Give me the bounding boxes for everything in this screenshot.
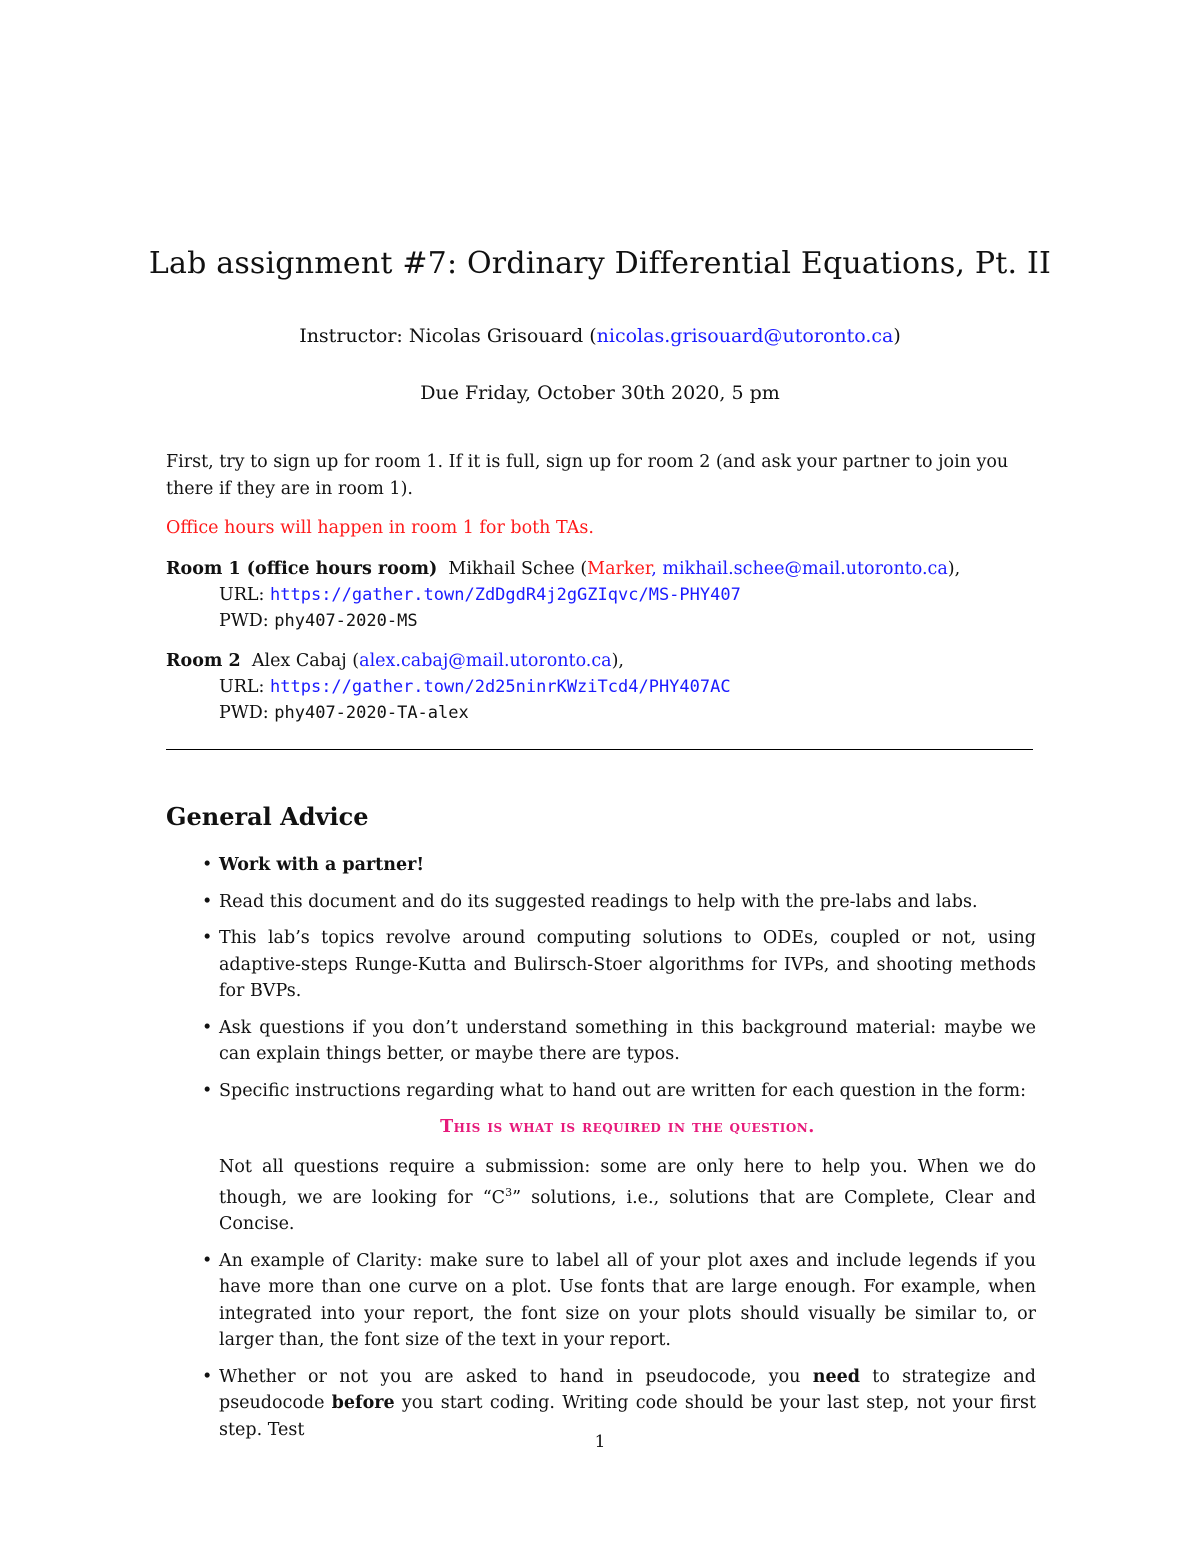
room-1-block [166,556,1036,634]
bullet-icon: • [202,928,213,948]
list-item [166,1078,1036,1238]
room-2-close: ), [611,651,624,671]
advice-4: Ask questions if you don’t understand something in this background material: maybe we can explain things better, or maybe there are typos. [219,1017,1036,1064]
advice-list [166,852,1036,1453]
list-item [166,889,1036,916]
room-2-block [166,648,1036,726]
bullet-icon: • [202,855,213,875]
bullet-icon: • [202,1080,213,1101]
room-2-pwd-label: PWD: [219,703,275,723]
room-1-url-label: URL: [219,585,271,605]
room-2-url-link[interactable]: https://gather.town/2d25ninrKWziTcd4/PHY407AC [270,677,731,697]
room-2-pwd: phy407-2020-TA-alex [274,703,469,723]
instructor-line [0,325,1200,347]
advice-3: This lab’s topics revolve around computing solutions to ODEs, coupled or not, using adaptive-steps Runge-Kutta and Bulirsch-Stoer algorithms for IVPs, and shooting methods for BVPs. [219,928,1036,1001]
room-1-url-line [166,582,1036,608]
bullet-icon: • [202,891,213,912]
superscript-3: 3 [505,1186,513,1199]
advice-5: Specific instructions regarding what to hand out are written for each question in the form: [219,1080,1026,1101]
room-2-url-line [166,674,1036,700]
list-item [166,1015,1036,1068]
room-1-url-link[interactable]: https://gather.town/ZdDgdR4j2gGZIqvc/MS-PHY407 [270,585,741,605]
room-1-pwd-label: PWD: [219,611,275,631]
required-example: This is what is required in the question. [440,1117,815,1137]
bullet-icon: • [202,1366,213,1387]
room-1-label: Room 1 (office hours room) [166,559,438,579]
advice-5-cont-a: Not all questions require a submission: some are only here to help you. When we do though, we are looking for “C [219,1156,1036,1208]
intro-paragraph: First, try to sign up for room 1. If it is full, sign up for room 2 (and ask your partner to join you there if they are in room 1). [166,452,1009,499]
room-2-label: Room 2 [166,651,241,671]
room-1-pwd-line [166,608,1036,634]
instructor-prefix: Instructor: Nicolas Grisouard ( [299,325,597,347]
room-2-pwd-line [166,700,1036,726]
advice-7a: Whether or not you are asked to hand in pseudocode, you [219,1366,813,1387]
advice-7-before: before [331,1393,395,1414]
room-2-url-label: URL: [219,677,271,697]
bullet-icon: • [202,1017,213,1038]
room-1-sep: , [651,559,663,579]
bullet-icon: • [202,1250,213,1271]
advice-5-cont-b: ” solutions, i.e., solutions that are Complete, Clear and Concise. [219,1187,1036,1235]
room-1-person: Mikhail Schee ( [448,559,588,579]
room-1-email-link[interactable]: mikhail.schee@mail.utoronto.ca [662,559,948,579]
instructor-suffix: ) [893,325,901,347]
instructor-email-link[interactable]: nicolas.grisouard@utoronto.ca [596,325,894,347]
room-2-email-link[interactable]: alex.cabaj@mail.utoronto.ca [359,651,612,671]
room-1-close: ), [947,559,961,579]
room-1-pwd: phy407-2020-MS [274,611,418,631]
page-number: 1 [594,1432,606,1452]
room-1-role: Marker [587,559,652,579]
section-heading: General Advice [166,802,369,831]
due-date: Due Friday, October 30th 2020, 5 pm [420,382,780,404]
room-2-person: Alex Cabaj ( [251,651,360,671]
advice-7-need: need [812,1366,860,1387]
list-item [166,925,1036,1005]
list-item [166,1248,1036,1354]
advice-2: Read this document and do its suggested readings to help with the pre-labs and labs. [219,891,978,912]
office-hours-note: Office hours will happen in room 1 for both TAs. [166,518,594,538]
list-item [166,852,1036,879]
document-title: Lab assignment #7: Ordinary Differential Equations, Pt. II [148,246,1052,281]
advice-1: Work with a partner! [219,855,425,875]
horizontal-rule [166,749,1033,750]
advice-7b: to strategize and pseudocode [219,1366,1036,1414]
advice-7c: you start coding. Writing code should be your last step, not your first step. Test [219,1393,1036,1440]
advice-6: An example of Clarity: make sure to label all of your plot axes and include legends if you have more than one curve on a plot. Use fonts that are large enough. For example, when integrated into your report, the font size on your plots should visually be similar to, or larger than, the font size of the text in your report. [219,1250,1036,1351]
